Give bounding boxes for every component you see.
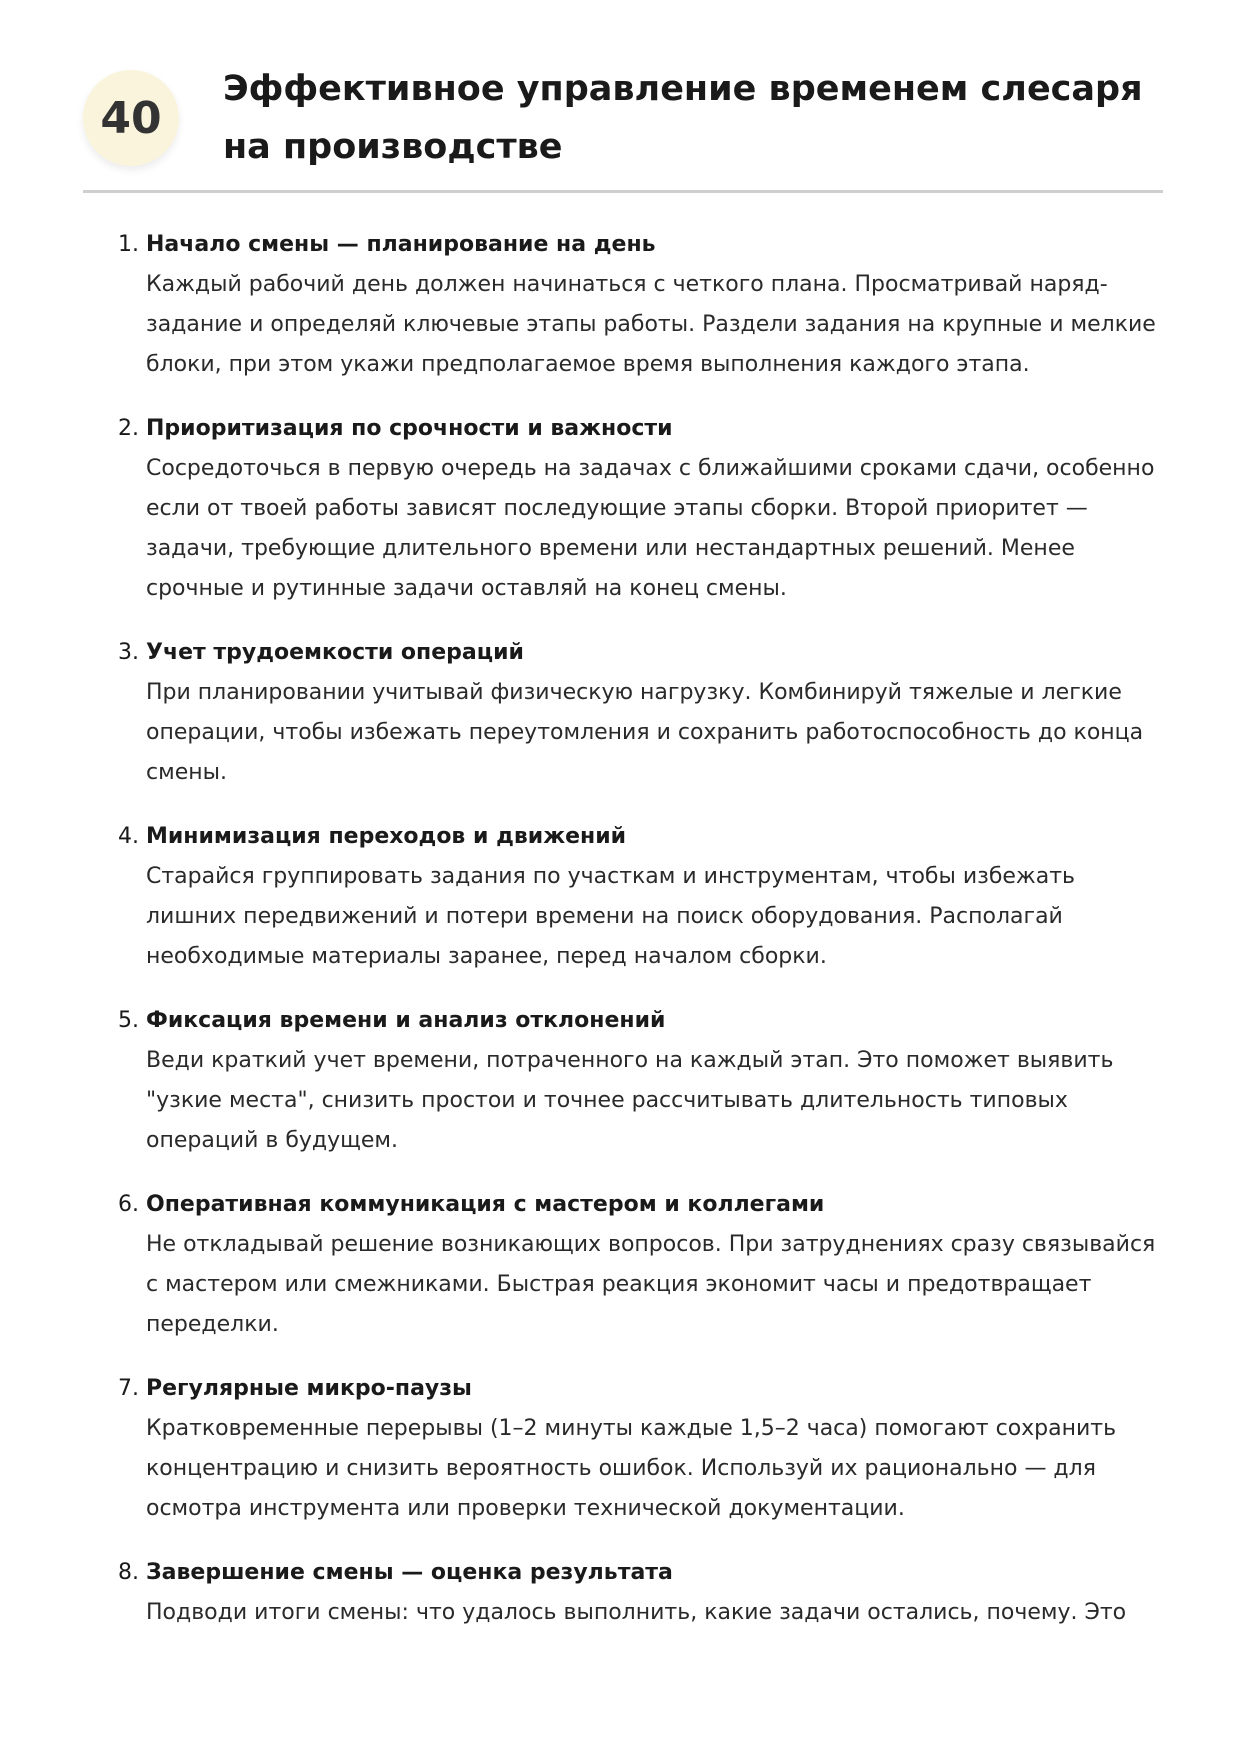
tips-list	[98, 225, 1158, 1657]
list-item	[98, 1553, 1158, 1633]
item-title: Регулярные микро-паузы	[146, 1376, 472, 1401]
item-text: Старайся группировать задания по участкам и инструментам, чтобы избежать лишних передвижений и потери времени на поиск оборудования. Располагай необходимые материалы заранее, перед началом сборки.	[146, 864, 1076, 969]
list-item	[98, 1369, 1158, 1529]
item-text: При планировании учитывай физическую нагрузку. Комбинируй тяжелые и легкие операции, чтобы избежать переутомления и сохранить работоспособность до конца смены.	[146, 680, 1144, 785]
list-item	[98, 409, 1158, 609]
item-text: Сосредоточься в первую очередь на задачах с ближайшими сроками сдачи, особенно если от твоей работы зависят последующие этапы сборки. Второй приоритет — задачи, требующие длительного времени или нестандартных решений. Менее срочные и рутинные задачи оставляй на конец смены.	[146, 456, 1155, 601]
item-number: 2.	[118, 416, 139, 441]
item-text: Веди краткий учет времени, потраченного на каждый этап. Это поможет выявить "узкие места", снизить простои и точнее рассчитывать длительность типовых операций в будущем.	[146, 1048, 1114, 1153]
page-header	[83, 60, 1163, 193]
item-title: Оперативная коммуникация с мастером и коллегами	[146, 1192, 825, 1217]
item-title: Приоритизация по срочности и важности	[146, 416, 673, 441]
item-number: 8.	[118, 1560, 139, 1585]
list-item	[98, 1001, 1158, 1161]
item-text: Подводи итоги смены: что удалось выполнить, какие задачи остались, почему. Это	[146, 1600, 1127, 1625]
list-item	[98, 225, 1158, 385]
item-title: Начало смены — планирование на день	[146, 232, 656, 257]
item-number: 4.	[118, 824, 139, 849]
item-number: 1.	[118, 232, 139, 257]
item-title: Учет трудоемкости операций	[146, 640, 524, 665]
item-title: Завершение смены — оценка результата	[146, 1560, 673, 1585]
item-text: Не откладывай решение возникающих вопросов. При затруднениях сразу связывайся с мастером или смежниками. Быстрая реакция экономит часы и предотвращает переделки.	[146, 1232, 1156, 1337]
item-text: Кратковременные перерывы (1–2 минуты каждые 1,5–2 часа) помогают сохранить концентрацию и снизить вероятность ошибок. Используй их рационально — для осмотра инструмента или проверки технической документации.	[146, 1416, 1117, 1521]
item-number: 3.	[118, 640, 139, 665]
item-text: Каждый рабочий день должен начинаться с четкого плана. Просматривай наряд-задание и определяй ключевые этапы работы. Раздели задания на крупные и мелкие блоки, при этом укажи предполагаемое время выполнения каждого этапа.	[146, 272, 1156, 377]
item-number: 7.	[118, 1376, 139, 1401]
item-title: Фиксация времени и анализ отклонений	[146, 1008, 666, 1033]
list-item	[98, 1185, 1158, 1345]
page-title: Эффективное управление временем слесаря на производстве	[223, 69, 1143, 167]
item-title: Минимизация переходов и движений	[146, 824, 627, 849]
item-number: 5.	[118, 1008, 139, 1033]
page-number-badge: 40	[83, 70, 179, 166]
list-item	[98, 633, 1158, 793]
item-number: 6.	[118, 1192, 139, 1217]
list-item	[98, 817, 1158, 977]
